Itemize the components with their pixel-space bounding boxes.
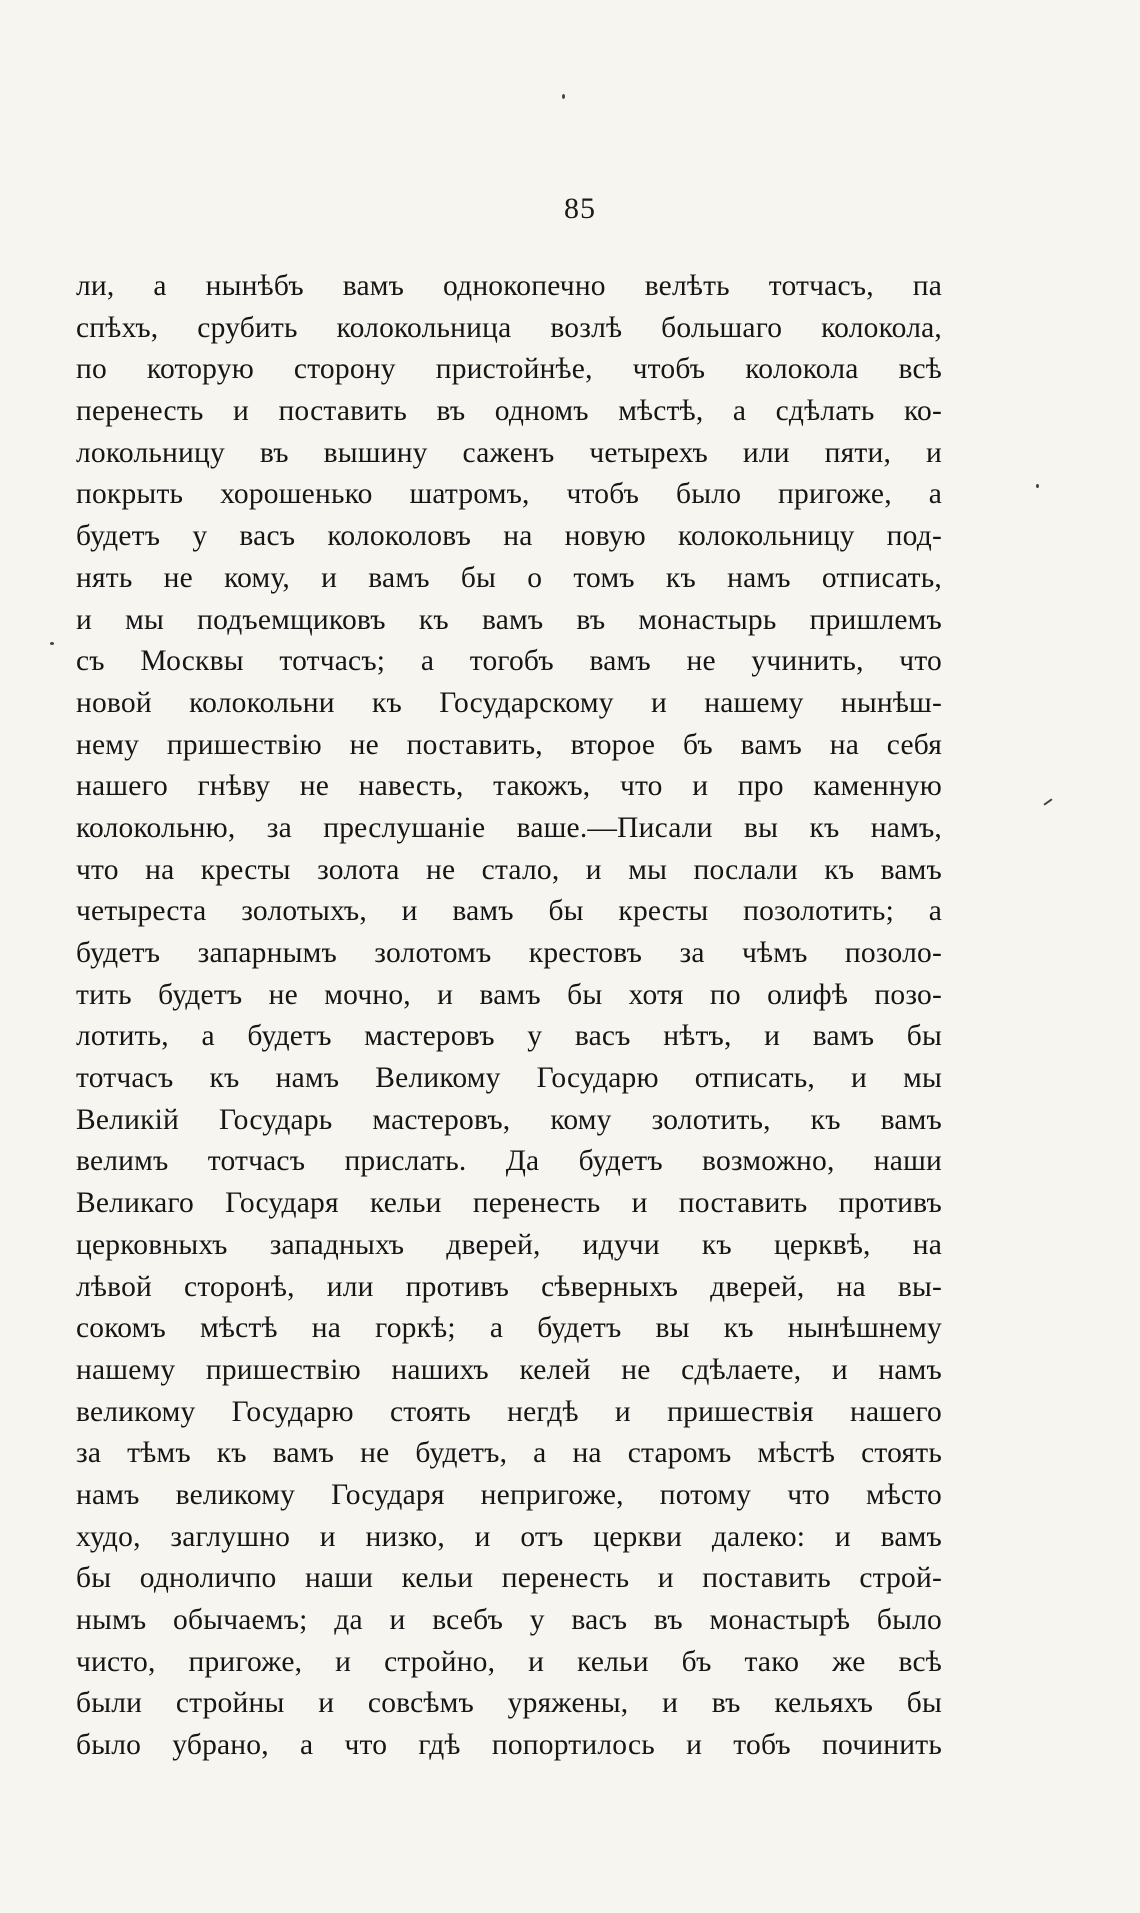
text-line: чисто, пригоже, и стройно, и кельи бъ тако же всѣ: [76, 1645, 942, 1678]
text-line: съ Москвы тотчасъ; а тогобъ вамъ не учинить, что: [76, 645, 942, 678]
text-line: нымъ обычаемъ; да и всебъ у васъ въ монастырѣ было: [76, 1604, 942, 1636]
text-line: нять не кому, и вамъ бы о томъ къ намъ отписать,: [76, 561, 942, 594]
text-line: было убрано, а что гдѣ попортилось и тобъ починить: [76, 1729, 942, 1762]
text-line: худо, заглушно и низко, и отъ церкви далеко: и вамъ: [76, 1520, 942, 1553]
text-line: нашему пришествію нашихъ келей не сдѣлаете, и намъ: [76, 1353, 942, 1386]
print-speck: [1043, 798, 1052, 805]
text-line: будетъ запарнымъ золотомъ крестовъ за чѣмъ позоло-: [76, 937, 942, 969]
text-line: нему пришествію не поставить, второе бъ вамъ на себя: [76, 728, 942, 761]
text-line: колокольню, за преслушаніе ваше.—Писали вы къ намъ,: [76, 811, 942, 844]
print-speck: [1036, 484, 1039, 488]
text-line: лотить, а будетъ мастеровъ у васъ нѣтъ, и вамъ бы: [76, 1020, 942, 1053]
print-speck: [562, 94, 565, 99]
text-line: намъ великому Государя непригоже, потому что мѣсто: [76, 1478, 942, 1511]
text-line: велимъ тотчасъ прислать. Да будетъ возможно, наши: [76, 1145, 942, 1178]
text-line: четыреста золотыхъ, и вамъ бы кресты позолотить; а: [76, 895, 942, 928]
text-line: ли, а нынѣбъ вамъ однокопечно велѣть тотчасъ, па: [76, 270, 942, 302]
text-line: и мы подъемщиковъ къ вамъ въ монастырь пришлемъ: [76, 603, 942, 636]
page-number: 85: [564, 192, 596, 225]
text-line: что на кресты золота не стало, и мы послали къ вамъ: [76, 853, 942, 886]
text-line: по которую сторону пристойнѣе, чтобъ колокола всѣ: [76, 353, 942, 386]
text-line: были стройны и совсѣмъ уряжены, и въ кельяхъ бы: [76, 1687, 942, 1720]
print-speck: [50, 642, 54, 645]
text-line: локольницу въ вышину саженъ четырехъ или пяти, и: [76, 436, 942, 469]
text-line: церковныхъ западныхъ дверей, идучи къ церквѣ, на: [76, 1228, 942, 1261]
text-line: нашего гнѣву не навесть, такожъ, что и про каменную: [76, 770, 942, 803]
text-line: сокомъ мѣстѣ на горкѣ; а будетъ вы къ нынѣшнему: [76, 1312, 942, 1345]
text-line: покрыть хорошенько шатромъ, чтобъ было пригоже, а: [76, 478, 942, 511]
text-line: новой колокольни къ Государскому и нашему нынѣш-: [76, 686, 942, 719]
page-text: [76, 266, 942, 1767]
text-line: Великій Государь мастеровъ, кому золотить, къ вамъ: [76, 1103, 942, 1136]
text-line: Великаго Государя кельи перенесть и поставить противъ: [76, 1187, 942, 1220]
text-line: перенесть и поставить въ одномъ мѣстѣ, а сдѣлать ко-: [76, 395, 942, 428]
text-line: великому Государю стоять негдѣ и пришествія нашего: [76, 1395, 942, 1428]
text-line: будетъ у васъ колоколовъ на новую колокольницу под-: [76, 520, 942, 553]
text-line: за тѣмъ къ вамъ не будетъ, а на старомъ мѣстѣ стоять: [76, 1437, 942, 1470]
text-line: тотчасъ къ намъ Великому Государю отписать, и мы: [76, 1062, 942, 1095]
text-line: тить будетъ не мочно, и вамъ бы хотя по олифѣ позо-: [76, 978, 942, 1011]
text-line: лѣвой сторонѣ, или противъ сѣверныхъ дверей, на вы-: [76, 1270, 942, 1303]
text-line: спѣхъ, срубить колокольница возлѣ большаго колокола,: [76, 311, 942, 344]
text-line: бы одноличпо наши кельи перенесть и поставить строй-: [76, 1562, 942, 1595]
